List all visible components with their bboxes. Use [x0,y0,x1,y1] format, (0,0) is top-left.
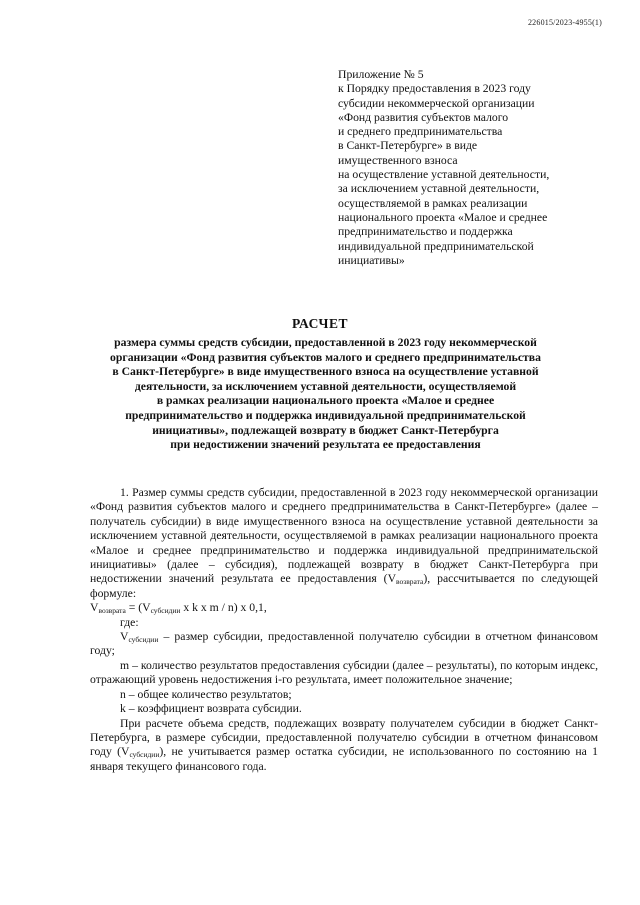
appendix-line: Приложение № 5 [338,68,424,81]
appendix-line: национального проекта «Малое и среднее [338,210,548,224]
subtitle-line: размера суммы средств субсидии, предоставленной в 2023 году некоммерческой [114,336,537,349]
appendix-line: «Фонд развития субъектов малого [338,110,509,124]
appendix-line: осуществляемой в рамках реализации [338,196,528,210]
appendix-line: предпринимательство и поддержка [338,225,513,239]
appendix-line: и среднего предпринимательства [338,125,503,139]
subtitle-line: в Санкт-Петербурге» в виде имущественного взноса на осуществление уставной [112,365,539,379]
definition-k: k – коэффициент возврата субсидии. [120,702,302,716]
definition-v: $V_{субсидии}$ – размер субсидии, предоставленной получателю субсидии в отчетном финансовом году; [90,630,598,658]
subtitle-line: предпринимательство и поддержка индивидуальной предпринимательской [125,408,526,422]
subtitle-line: организации «Фонд развития субъектов малого и среднего предпринимательства [110,350,541,364]
where-label: где: [120,615,139,629]
appendix-line: за исключением уставной деятельности, [338,182,540,196]
appendix-line: субсидии некоммерческой организации [338,96,535,110]
subtitle-line: деятельности, за исключением уставной деятельности, осуществляемой [134,379,517,393]
document-title: РАСЧЕТ [292,316,348,331]
subtitle-line: при недостижении значений результата ее предоставления [170,438,481,452]
paragraph-2: При расчете объема средств, подлежащих возврату получателем субсидии в бюджет Санкт-Петербурга, в размере субсидии, предоставленной получателю субсидии в отчетном финансовом году $(V_{субсидии})$, не учитывается размер остатка субсидии, не использованного по состоянию на 1 января текущего финансового года. [90,716,598,773]
appendix-line: на осуществление уставной деятельности, [338,168,550,182]
document-body [90,486,598,774]
appendix-line: к Порядку предоставления в 2023 году [338,82,531,96]
document-id: 226015/2023-4955(1) [527,18,602,27]
paragraph-1: 1. Размер суммы средств субсидии, предоставленной в 2023 году некоммерческой организации «Фонд развития субъектов малого и среднего предпринимательства в Санкт-Петербурге» (далее – получатель субсидии) в виде имущественного взноса на осуществление уставной деятельности за исключением уставной деятельности, осуществляемой в рамках реализации национального проекта «Малое и среднее предпринимательство и поддержка индивидуальной предпринимательской инициативы» (далее – субсидия), подлежащей возврату в бюджет Санкт-Петербурга при недостижении значений результата ее предоставления $(V_{возврата})$, рассчитывается по следующей формуле: [90,486,598,600]
subtitle-line: в рамках реализации национального проекта «Малое и среднее [156,394,495,408]
formula: $V_{возврата} = (V_{субсидии}$ x k x m / n) x 0,1, [90,601,267,616]
appendix-header [338,68,608,268]
appendix-line: индивидуальной предпринимательской [338,239,534,253]
appendix-line: в Санкт-Петербурге» в виде [338,139,478,153]
definition-m: m – количество результатов предоставления субсидии (далее – результаты), по которым индекс, отражающий уровень недостижения i-го результата, имеет положительное значение; [90,658,598,687]
appendix-line: имущественного взноса [338,153,458,167]
appendix-line: инициативы» [338,253,405,267]
document-subtitle [88,336,563,453]
subtitle-line: инициативы», подлежащей возврату в бюджет Санкт-Петербурга [152,423,499,437]
definition-n: n – общее количество результатов; [120,687,292,701]
